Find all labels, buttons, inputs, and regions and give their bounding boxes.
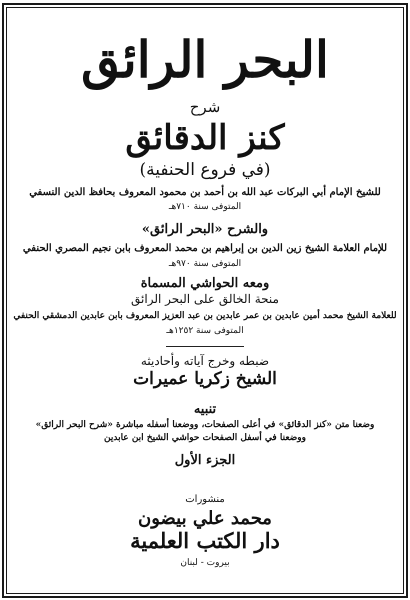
main-title: البحر الرائق bbox=[81, 30, 329, 89]
publisher-name: محمد علي بيضون bbox=[138, 508, 272, 529]
commentary-author-line: للإمام العلامة الشيخ زين الدين بن إبراهيم بن محمد المعروف بابن نجيم المصري الحنفي bbox=[22, 243, 388, 254]
gloss-heading: ومعه الحواشي المسماة bbox=[140, 276, 270, 291]
gloss-author-line: للعلامة الشيخ محمد أمين عابدين بن عمر عابدين بن عبد العزيز المعروف بابن عابدين الدمشقي الحنفي bbox=[13, 311, 397, 321]
divider bbox=[166, 346, 244, 347]
note-heading: تنبيه bbox=[193, 402, 217, 417]
note-line-1: وضعنا متن «كنز الدقائق» في أعلى الصفحات، ووضعنا أسفله مباشرة «شرح البحر الرائق» bbox=[35, 420, 375, 430]
gloss-died: المتوفى سنة ١٢٥٢هـ bbox=[166, 326, 244, 336]
publisher-house: دار الكتب العلمية bbox=[130, 528, 280, 553]
publisher-label: منشورات bbox=[185, 494, 225, 505]
author1-line: للشيخ الإمام أبي البركات عبد الله بن أحمد بن محمود المعروف بحافظ الدين النسفي bbox=[29, 187, 381, 198]
sub-title: كنز الدقائق bbox=[125, 118, 285, 158]
editor-heading: ضبطه وخرج آياته وأحاديثه bbox=[140, 354, 270, 368]
commentary-heading: والشرح «البحر الرائق» bbox=[141, 222, 269, 237]
note-line-2: ووضعنا في أسفل الصفحات حواشي الشيخ ابن عابدين bbox=[103, 433, 306, 443]
commentary-died: المتوفى سنة ٩٧٠هـ bbox=[168, 259, 242, 269]
publisher-place: بيروت - لبنان bbox=[180, 558, 230, 568]
editor-name: الشيخ زكريا عميرات bbox=[133, 369, 277, 389]
sharh-label: شرح bbox=[189, 98, 221, 116]
volume-label: الجزء الأول bbox=[174, 453, 236, 468]
gloss-title: منحة الخالق على البحر الرائق bbox=[131, 292, 279, 306]
author1-died: المتوفى سنة ٧١٠هـ bbox=[168, 202, 242, 212]
subject-line: (في فروع الحنفية) bbox=[139, 160, 271, 180]
